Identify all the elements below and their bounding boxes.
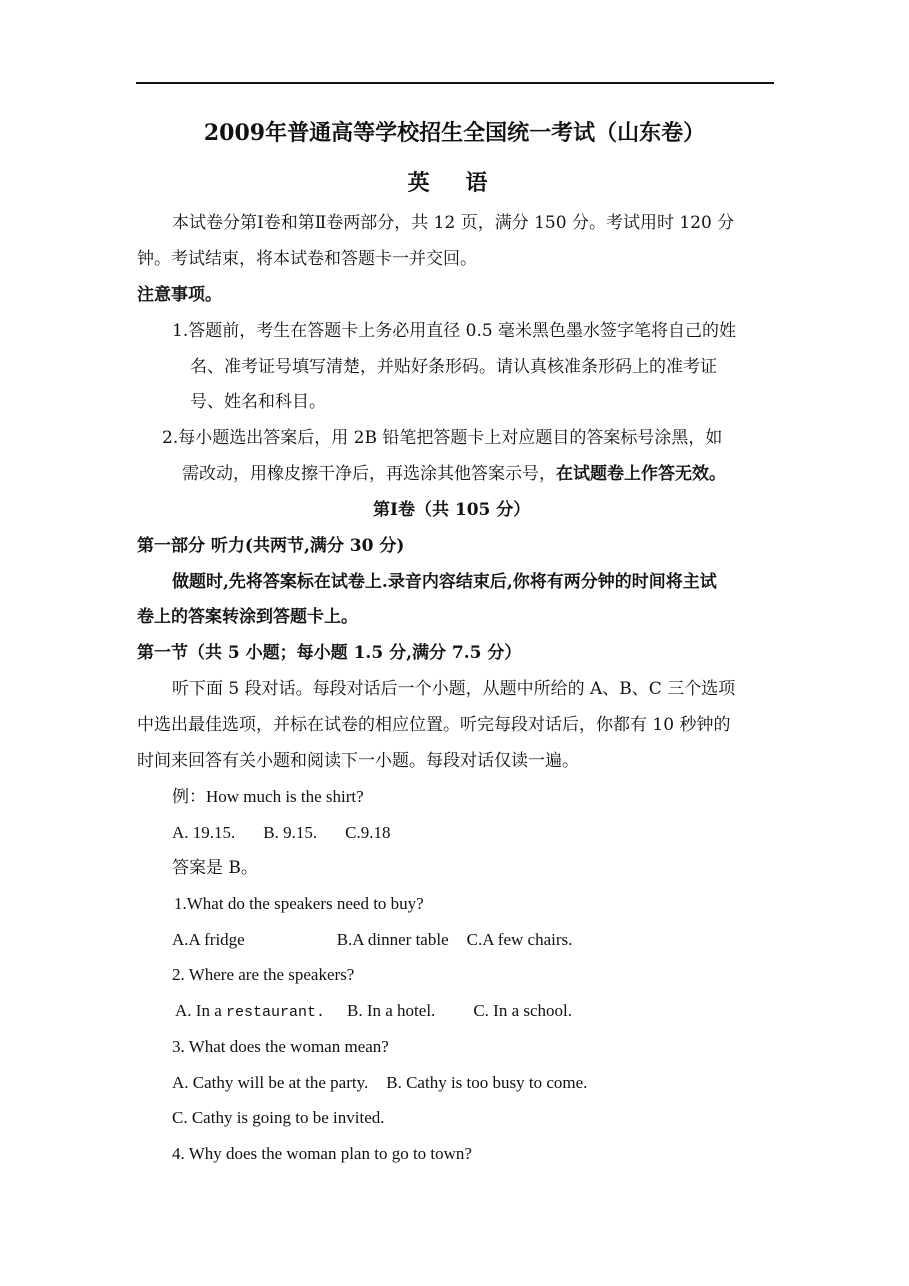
question-3-option-b: B. Cathy is too busy to come. xyxy=(386,1073,588,1092)
question-2-option-c: C. In a school. xyxy=(473,1001,572,1020)
section1-desc-line-3: 时间来回答有关小题和阅读下一小题。每段对话仅读一遍。 xyxy=(137,751,579,771)
question-1-options xyxy=(172,929,572,951)
question-3-option-c: C. Cathy is going to be invited. xyxy=(172,1108,385,1127)
example-answer: 答案是 B。 xyxy=(172,858,258,878)
intro-line-1: 本试卷分第Ⅰ卷和第Ⅱ卷两部分，共 12 页，满分 150 分。考试用时 120 分 xyxy=(172,213,735,233)
question-4-stem: 4. Why does the woman plan to go to town? xyxy=(172,1144,472,1163)
question-3-option-a: A. Cathy will be at the party. xyxy=(172,1073,369,1092)
note-2-bold-warning: 在试题卷上作答无效。 xyxy=(556,464,726,484)
note-1-line-1: 1.答题前，考生在答题卡上务必用直径 0.5 毫米黑色墨水签字笔将自己的姓 xyxy=(172,321,737,341)
volume-heading: 第Ⅰ卷（共 105 分） xyxy=(373,500,531,520)
question-1-stem: 1.What do the speakers need to buy? xyxy=(174,894,424,913)
question-3-options-row-1 xyxy=(172,1072,587,1094)
top-rule xyxy=(136,82,774,84)
question-1-option-a: A.A fridge xyxy=(172,930,245,949)
example-option-c: C.9.18 xyxy=(345,823,391,842)
part1-instruction-line-1: 做题时,先将答案标在试卷上.录音内容结束后,你将有两分钟的时间将主试 xyxy=(172,572,717,592)
question-1-option-c: C.A few chairs. xyxy=(466,930,573,949)
question-2-option-a xyxy=(175,1001,325,1020)
question-2-option-b: B. In a hotel. xyxy=(347,1001,436,1020)
question-2-option-a-prefix: A. In a xyxy=(175,1001,226,1020)
example-option-b: B. 9.15. xyxy=(263,823,318,842)
note-1-line-3: 号、姓名和科目。 xyxy=(190,392,326,412)
note-2-line-1: 2.每小题选出答案后，用 2B 铅笔把答题卡上对应题目的答案标号涂黑，如 xyxy=(162,428,723,448)
example-question: 例：How much is the shirt? xyxy=(172,787,364,806)
note-2-plain-text: 需改动，用橡皮擦干净后，再选涂其他答案示号， xyxy=(182,464,556,484)
note-1-line-2: 名、准考证号填写清楚，并贴好条形码。请认真核准条形码上的准考证 xyxy=(190,357,717,377)
note-2-line-2 xyxy=(182,463,726,485)
question-1-option-b: B.A dinner table xyxy=(336,930,449,949)
section1-heading: 第一节（共 5 小题；每小题 1.5 分,满分 7.5 分） xyxy=(137,643,522,663)
example-option-a: A. 19.15. xyxy=(172,823,236,842)
question-2-options xyxy=(175,1000,572,1024)
page-title: 2009年普通高等学校招生全国统一考试（山东卷） xyxy=(203,120,706,146)
part1-instruction-line-2: 卷上的答案转涂到答题卡上。 xyxy=(137,607,358,627)
part1-heading: 第一部分 听力(共两节,满分 30 分) xyxy=(137,536,405,556)
section1-desc-line-2: 中选出最佳选项，并标在试卷的相应位置。听完每段对话后，你都有 10 秒钟的 xyxy=(137,715,731,735)
section1-desc-line-1: 听下面 5 段对话。每段对话后一个小题，从题中所给的 A、B、C 三个选项 xyxy=(172,679,736,699)
question-2-option-a-word: restaurant. xyxy=(225,1004,326,1021)
intro-line-2: 钟。考试结束，将本试卷和答题卡一并交回。 xyxy=(137,249,477,269)
question-3-stem: 3. What does the woman mean? xyxy=(172,1037,389,1056)
subject-title: 英 语 xyxy=(407,170,502,196)
example-options xyxy=(172,822,390,844)
notes-heading: 注意事项。 xyxy=(137,285,222,305)
question-2-stem: 2. Where are the speakers? xyxy=(172,965,355,984)
